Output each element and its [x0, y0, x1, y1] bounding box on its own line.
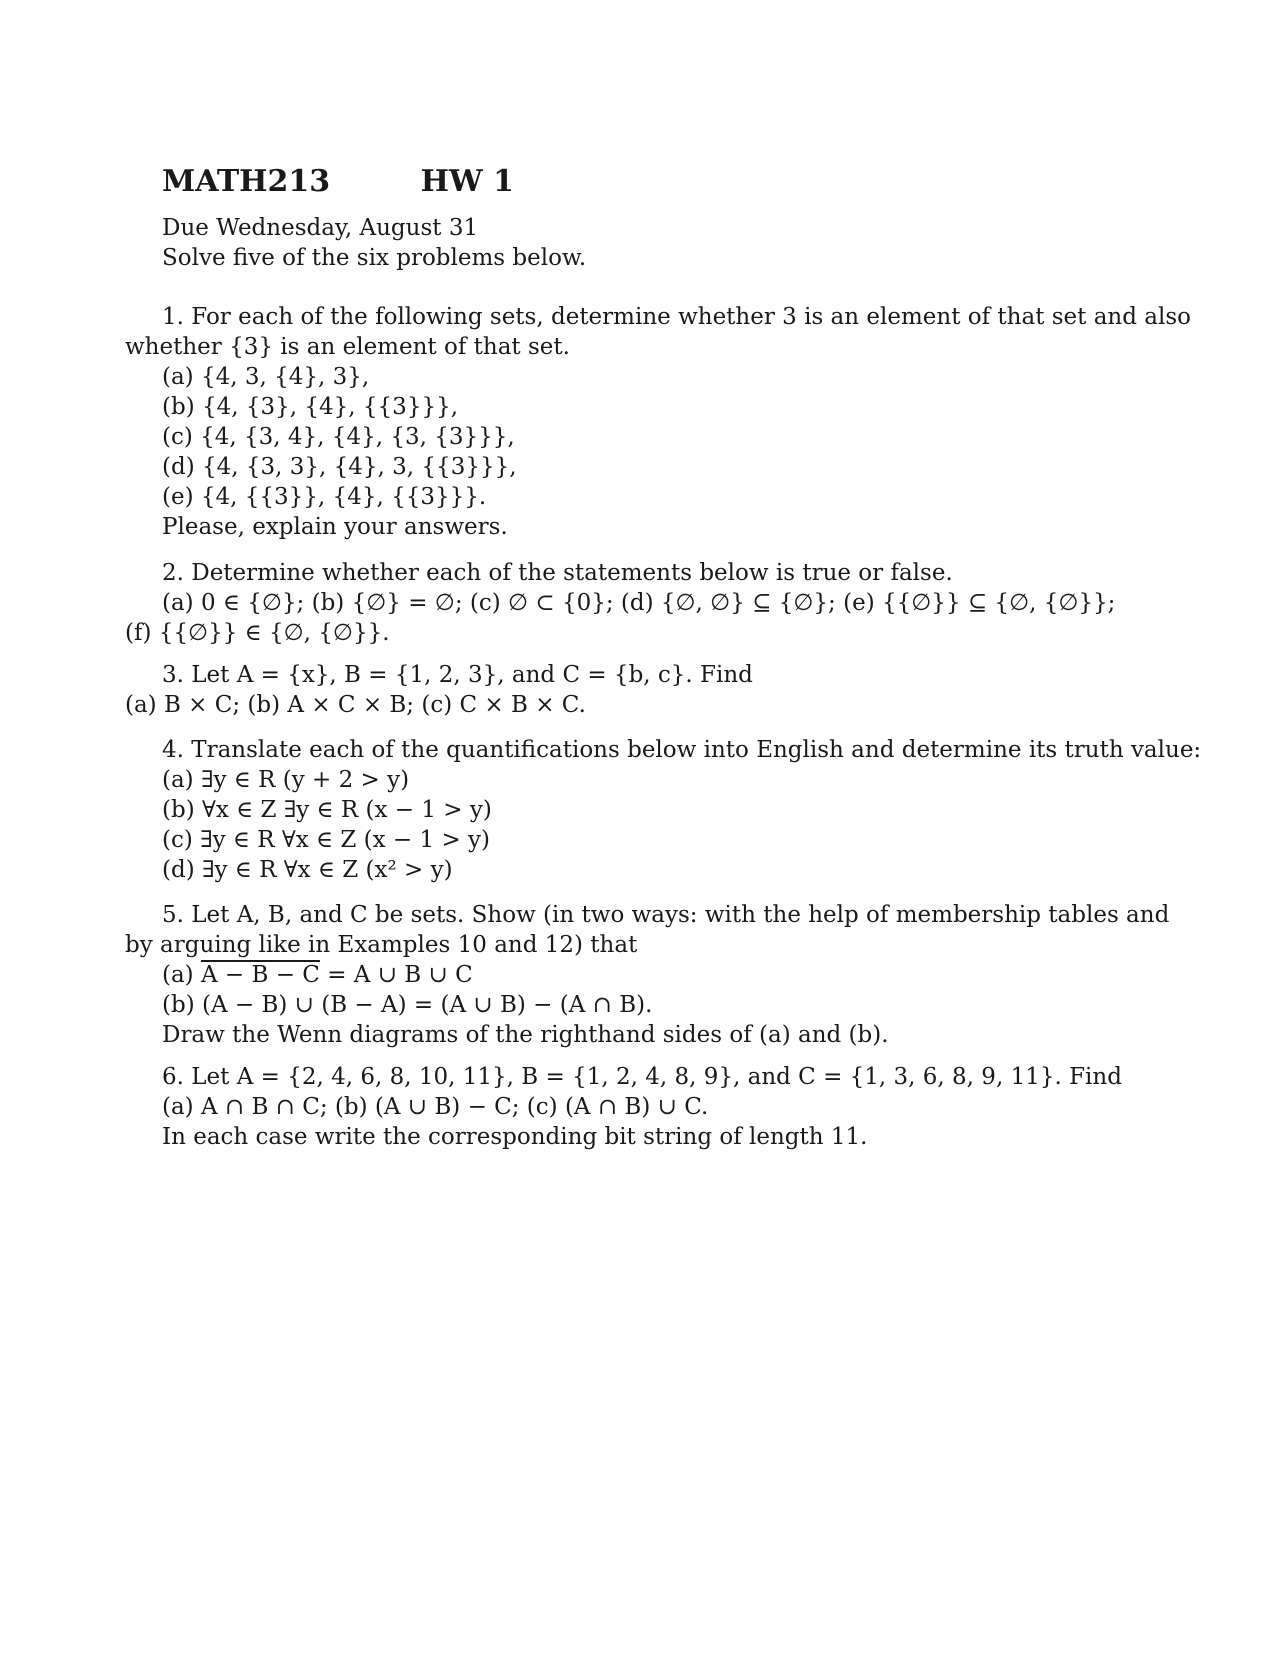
problem-5-item-b: (b) (A − B) ∪ (B − A) = (A ∪ B) − (A ∩ B).: [162, 992, 653, 1018]
problem-1-closing: Please, explain your answers.: [162, 514, 508, 540]
page-header: [162, 164, 514, 199]
course-title: MATH213: [162, 164, 331, 199]
problem-1-item-a: (a) {4, 3, {4}, 3},: [162, 364, 370, 390]
problem-4-item-a: (a) ∃y ∈ R (y + 2 > y): [162, 767, 410, 793]
problem-4-item-c: (c) ∃y ∈ R ∀x ∈ Z (x − 1 > y): [162, 827, 491, 853]
homework-title: HW 1: [420, 164, 514, 199]
problem-5-item-a-lhs-complement: A − B − C: [200, 962, 320, 988]
problem-5-stem-line2: by arguing like in Examples 10 and 12) that: [125, 932, 638, 958]
problem-3-line: (a) B × C; (b) A × C × B; (c) C × B × C.: [125, 692, 586, 718]
problem-6-stem: 6. Let A = {2, 4, 6, 8, 10, 11}, B = {1, 2, 4, 8, 9}, and C = {1, 3, 6, 8, 9, 11}. Find: [162, 1064, 1122, 1090]
problem-3-stem: 3. Let A = {x}, B = {1, 2, 3}, and C = {b, c}. Find: [162, 662, 753, 688]
problem-5-item-a: [162, 960, 473, 990]
problem-6-line: (a) A ∩ B ∩ C; (b) (A ∪ B) − C; (c) (A ∩ B) ∪ C.: [162, 1094, 709, 1120]
problem-5-item-a-label: (a): [162, 962, 194, 988]
instructions: Solve five of the six problems below.: [162, 245, 587, 271]
problem-1-stem-line2: whether {3} is an element of that set.: [125, 334, 570, 360]
problem-5-item-a-rhs: = A ∪ B ∪ C: [327, 962, 473, 988]
problem-1-item-b: (b) {4, {3}, {4}, {{3}}},: [162, 394, 459, 420]
problem-1-item-e: (e) {4, {{3}}, {4}, {{3}}}.: [162, 484, 487, 510]
problem-4-item-d: (d) ∃y ∈ R ∀x ∈ Z (x² > y): [162, 857, 453, 883]
problem-4-item-b: (b) ∀x ∈ Z ∃y ∈ R (x − 1 > y): [162, 797, 492, 823]
problem-1-item-c: (c) {4, {3, 4}, {4}, {3, {3}}},: [162, 424, 515, 450]
due-date: Due Wednesday, August 31: [162, 215, 479, 241]
problem-6-closing: In each case write the corresponding bit string of length 11.: [162, 1124, 868, 1150]
problem-4-stem: 4. Translate each of the quantifications below into English and determine its truth value:: [162, 737, 1202, 763]
problem-1-stem-line1: 1. For each of the following sets, determine whether 3 is an element of that set and also: [162, 304, 1192, 330]
problem-2-line1: (a) 0 ∈ {∅}; (b) {∅} = ∅; (c) ∅ ⊂ {0}; (d) {∅, ∅} ⊆ {∅}; (e) {{∅}} ⊆ {∅, {∅}};: [162, 590, 1116, 616]
problem-5-closing: Draw the Wenn diagrams of the righthand sides of (a) and (b).: [162, 1022, 889, 1048]
problem-2-stem: 2. Determine whether each of the statements below is true or false.: [162, 560, 953, 586]
problem-2-line2: (f) {{∅}} ∈ {∅, {∅}}.: [125, 620, 390, 646]
problem-5-stem-line1: 5. Let A, B, and C be sets. Show (in two ways: with the help of membership tables and: [162, 902, 1170, 928]
problem-1-item-d: (d) {4, {3, 3}, {4}, 3, {{3}}},: [162, 454, 517, 480]
